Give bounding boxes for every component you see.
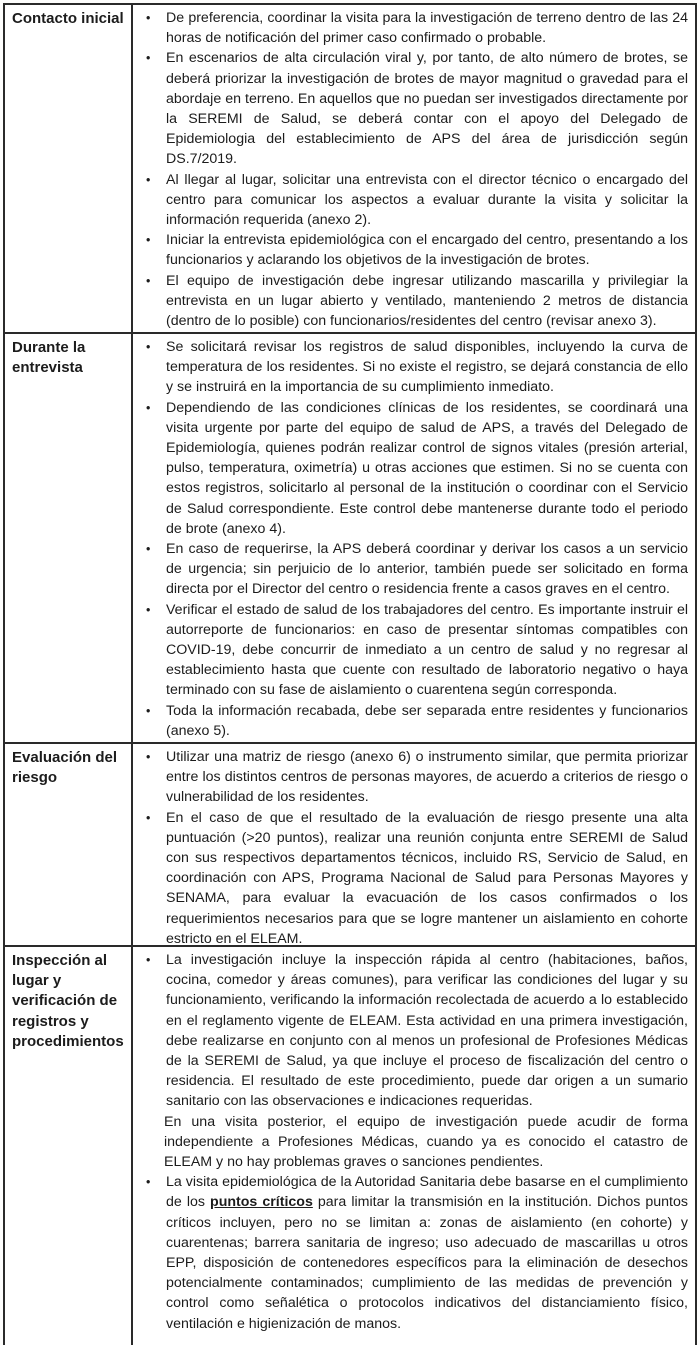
bullet-icon: • bbox=[146, 542, 151, 557]
table-row bbox=[5, 947, 695, 1345]
table-row bbox=[5, 5, 695, 334]
text-run: La investigación incluye la inspección rápida al centro (habitaciones, baños, cocina, comedor y áreas comunes), para verificar las condiciones del lugar y su funcionamiento, verificando la información recolectada de acuerdo a lo establecido en el reglamento vigente de ELEAM. Esta actividad en una primera investigación, debe realizarse en conjunto con al menos un profesional de Profesiones Médicas de la SEREMI de Salud, ya que incluye el proceso de fiscalización del centro o residencia. El resultado de este procedimiento, puede dar origen a un sumario sanitario con las observaciones e indicaciones requeridas. bbox=[166, 952, 688, 1110]
item-text bbox=[166, 398, 688, 539]
bullet-icon: • bbox=[146, 703, 151, 718]
item-text bbox=[166, 747, 688, 808]
item-text bbox=[166, 808, 688, 945]
item-text bbox=[166, 1172, 688, 1334]
text-run: En caso de requerirse, la APS deberá coordinar y derivar los casos a un servicio de urgencia; sin perjuicio de lo anterior, también puede ser solicitado en forma directa por el Director del centro o residencia frente a casos graves en el centro. bbox=[166, 541, 688, 598]
list-item bbox=[133, 701, 688, 741]
text-run: Dependiendo de las condiciones clínicas de los residentes, se coordinará una visita urgente por parte del equipo de salud de APS, a través del Delegado de Epidemiología, quienes podrán realizar control de signos vitales (presión arterial, pulso, temperatura, oximetría) u otras acciones que estimen. Si no se cuenta con estos registros, solicitarlo al personal de la institución o coordinar con el Servicio de Salud correspondiente. Este control debe mantenerse durante todo el periodo de brote (anexo 4). bbox=[166, 399, 688, 537]
bullet-icon: • bbox=[146, 233, 151, 248]
row-content bbox=[133, 334, 695, 742]
bullet-icon: • bbox=[146, 750, 151, 764]
list-item bbox=[133, 1172, 688, 1334]
row-header: Durante la entrevista bbox=[5, 334, 133, 742]
item-text bbox=[166, 170, 688, 231]
list-item bbox=[133, 747, 688, 808]
row-content bbox=[133, 947, 695, 1345]
text-run: Utilizar una matriz de riesgo (anexo 6) o instrumento similar, que permita priorizar entre los distintos centros de personas mayores, de acuerdo a criterios de riesgo o vulnerabilidad de los residentes. bbox=[166, 749, 688, 806]
item-text bbox=[166, 230, 688, 270]
bullet-icon: • bbox=[146, 602, 151, 617]
table-row bbox=[5, 744, 695, 947]
bullet-icon: • bbox=[146, 1175, 151, 1190]
text-run: puntos críticos bbox=[210, 1194, 313, 1211]
row-header: Evaluación del riesgo bbox=[5, 744, 133, 945]
bullet-icon: • bbox=[146, 273, 151, 288]
list-item bbox=[133, 230, 688, 270]
item-text bbox=[166, 48, 688, 169]
list-item bbox=[133, 600, 688, 701]
bullet-icon: • bbox=[146, 340, 151, 354]
text-run: para limitar la transmisión en la institución. Dichos puntos críticos incluyen, pero no se limitan a: zonas de aislamiento (en cohorte) y cuarentenas; barrera sanitaria de ingreso; uso adecuado de mascarillas u otros EPP, disposición de contenedores específicos para la eliminación de desechos potencialmente contaminados; cumplimiento de las medidas de prevención y control como señalética o protocolos indicativos del distanciamiento físico, ventilación e higienización de manos. bbox=[166, 1194, 688, 1332]
list-item bbox=[133, 271, 688, 332]
item-text bbox=[166, 600, 688, 701]
list-item bbox=[133, 337, 688, 398]
list-item bbox=[133, 398, 688, 539]
bullet-icon: • bbox=[146, 953, 151, 967]
text-run: Al llegar al lugar, solicitar una entrevista con el director técnico o encargado del centro para comunicar los aspectos a evaluar durante la visita y solicitar la información requerida (anexo 2). bbox=[166, 171, 688, 229]
text-run: Verificar el estado de salud de los trabajadores del centro. Es importante instruir el autorreporte de funcionarios: en caso de presentar síntomas compatibles con COVID-19, debe concurrir de inmediato a un centro de salud y no regresar al establecimiento hasta que cuente con resultado de laboratorio negativo o haya terminado con su fase de aislamiento o cuarentena según corresponda. bbox=[166, 601, 688, 699]
item-text bbox=[164, 1112, 688, 1173]
list-item bbox=[133, 48, 688, 169]
row-header: Inspección al lugar y verificación de registros y procedimientos bbox=[5, 947, 133, 1345]
bullet-icon: • bbox=[146, 51, 151, 66]
row-content bbox=[133, 744, 695, 945]
continuation-paragraph bbox=[133, 1112, 688, 1173]
item-text bbox=[166, 950, 688, 1112]
list-item bbox=[133, 170, 688, 231]
text-run: De preferencia, coordinar la visita para la investigación de terreno dentro de las 24 horas de notificación del primer caso confirmado o probable. bbox=[166, 10, 688, 47]
list-item bbox=[133, 8, 688, 48]
text-run: Se solicitará revisar los registros de salud disponibles, incluyendo la curva de temperatura de los residentes. Si no existe el registro, se dejará constancia de ello y se instruirá en la importancia de su cumplimiento inmediato. bbox=[166, 339, 688, 396]
bullet-icon: • bbox=[146, 810, 151, 825]
text-run: En escenarios de alta circulación viral y, por tanto, de alto número de brotes, se deberá priorizar la investigación de brotes de mayor magnitud o gravedad para el abordaje en terreno. En aquellos que no puedan ser investigados directamente por la SEREMI de Salud, se deberá contar con el apoyo del Delegado de Epidemiologia del establecimiento de APS del área de jurisdicción según DS.7/2019. bbox=[166, 50, 688, 168]
item-text bbox=[166, 539, 688, 600]
list-item bbox=[133, 808, 688, 945]
item-text bbox=[166, 337, 688, 398]
item-text bbox=[166, 271, 688, 332]
list-item bbox=[133, 950, 688, 1112]
bullet-icon: • bbox=[146, 172, 151, 187]
text-run: Toda la información recabada, debe ser separada entre residentes y funcionarios (anexo 5). bbox=[166, 702, 688, 739]
text-run: En una visita posterior, el equipo de investigación puede acudir de forma independiente a Profesiones Médicas, cuando ya es conocido el catastro de ELEAM y no hay problemas graves o sanciones pendientes. bbox=[164, 1113, 688, 1171]
text-run: Iniciar la entrevista epidemiológica con el encargado del centro, presentando a los funcionarios y aclarando los objetivos de la investigación de brotes. bbox=[166, 232, 688, 269]
item-text bbox=[166, 701, 688, 741]
bullet-icon: • bbox=[146, 400, 151, 415]
item-text bbox=[166, 8, 688, 48]
table-row bbox=[5, 334, 695, 744]
row-content bbox=[133, 5, 695, 332]
list-item bbox=[133, 539, 688, 600]
text-run: El equipo de investigación debe ingresar utilizando mascarilla y privilegiar la entrevista en un lugar abierto y ventilado, manteniendo 2 metros de distancia (dentro de lo posible) con funcionarios/residentes del centro (revisar anexo 3). bbox=[166, 272, 688, 330]
row-header: Contacto inicial bbox=[5, 5, 133, 332]
text-run: La visita epidemiológica de la Autoridad Sanitaria debe basarse en el cumplimiento de los bbox=[166, 1174, 688, 1211]
protocol-table bbox=[3, 3, 697, 1345]
bullet-icon: • bbox=[146, 11, 151, 25]
text-run: En el caso de que el resultado de la evaluación de riesgo presente una alta puntuación (>20 puntos), realizar una reunión conjunta entre SEREMI de Salud con sus respectivos departamentos técnicos, incluido RS, Servicio de Salud, en coordinación con APS, Programa Nacional de Salud para Personas Mayores y SENAMA, para evaluar la evacuación de los casos confirmados o los requerimientos necesarios para que se logre mantener un aislamiento en cohorte estricto en el ELEAM. bbox=[166, 809, 688, 945]
